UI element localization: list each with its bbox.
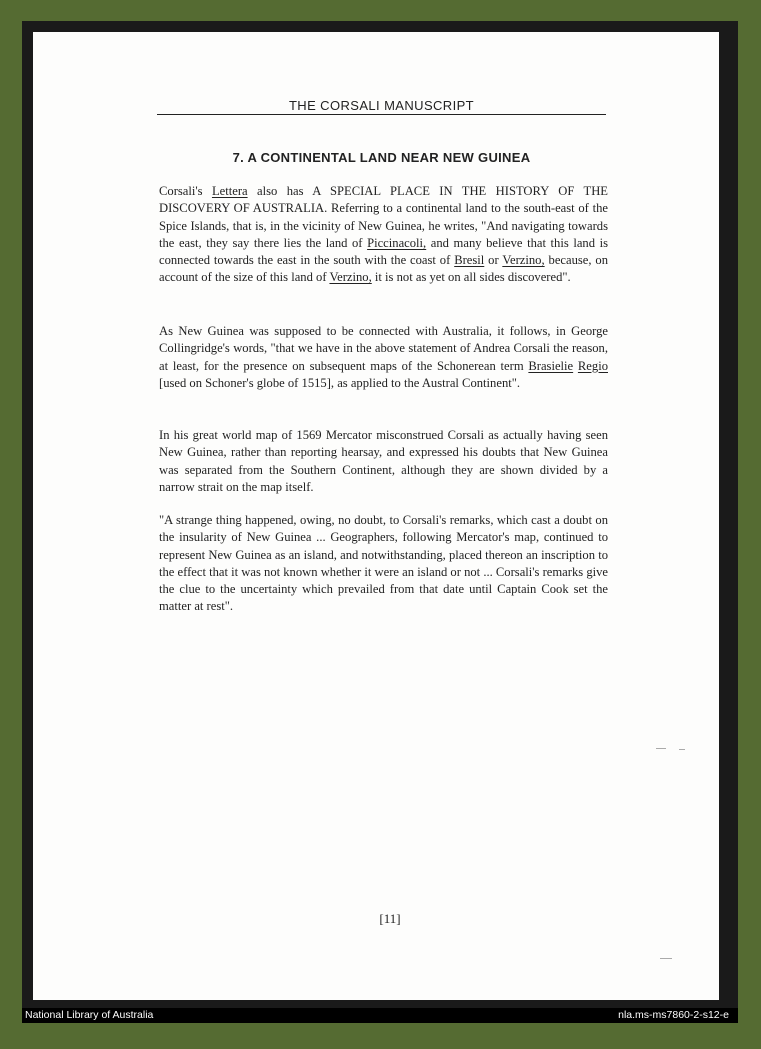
text-run: also has A SPECIAL PLACE IN THE HISTORY OF THE DISCOVERY OF AUSTRALIA. Referring to a continental land to the south-east of the Spice Islands, that is, in the vicinity of New Guinea, he writes, "And navigating towards the east, they say there lies the land of [159,184,608,250]
text-run: As New Guinea was supposed to be connected with Australia, it follows, in George Collingridge's words, "that we have in the above statement of Andrea Corsali the reason, at least, for the presence on subsequent maps of the Schonerean term [159,324,608,373]
footer-bar [22,1008,738,1023]
running-head: THE CORSALI MANUSCRIPT [288,98,475,113]
text-run: Corsali's [159,184,212,198]
footer-identifier: nla.ms-ms7860-2-s12-e [618,1009,729,1021]
scan-mark [679,749,685,750]
page-number: [11] [379,911,401,926]
underlined-term: Brasielie [528,358,574,373]
scan-mark [660,958,672,959]
paragraph-2 [159,323,608,392]
underlined-term: Lettera [211,184,248,198]
underlined-term: Verzino, [329,270,372,285]
underlined-term: Regio [577,358,608,373]
text-run: or [484,253,503,268]
text-run: and many believe that this land is connected towards the east in the south with the coast of [159,235,608,268]
scan-mark [656,748,666,749]
chapter-title: 7. A CONTINENTAL LAND NEAR NEW GUINEA [232,150,531,165]
text-run: [used on Schoner's globe of 1515], as applied to the Austral Continent". [159,375,521,390]
footer-source: National Library of Australia [25,1009,154,1021]
text-run: because, on account of the size of this land of [159,253,608,285]
underlined-term: Verzino, [502,253,545,268]
underlined-term: Piccinacoli, [367,235,427,250]
paragraph-3: In his great world map of 1569 Mercator misconstrued Corsali as actually having seen New Guinea, rather than reporting hearsay, and expressed his doubts that New Guinea was separated from the Southern Continent, although they are shown divided by a narrow strait on the map itself. [159,428,608,494]
header-rule [157,114,606,115]
paragraph-1 [159,183,608,287]
text-run: it is not as yet on all sides discovered". [371,270,571,285]
underlined-term: Bresil [454,253,485,268]
paragraph-4: "A strange thing happened, owing, no doubt, to Corsali's remarks, which cast a doubt on the insularity of New Guinea ... Geographers, following Mercator's map, continued to represent New Guinea as an island, and notwithstanding, placed thereon an inscription to the effect that it was not known whether it were an island or not ... Corsali's remarks give the clue to the uncertainty which prevailed from that date until Captain Cook set the matter at rest". [159,513,608,614]
